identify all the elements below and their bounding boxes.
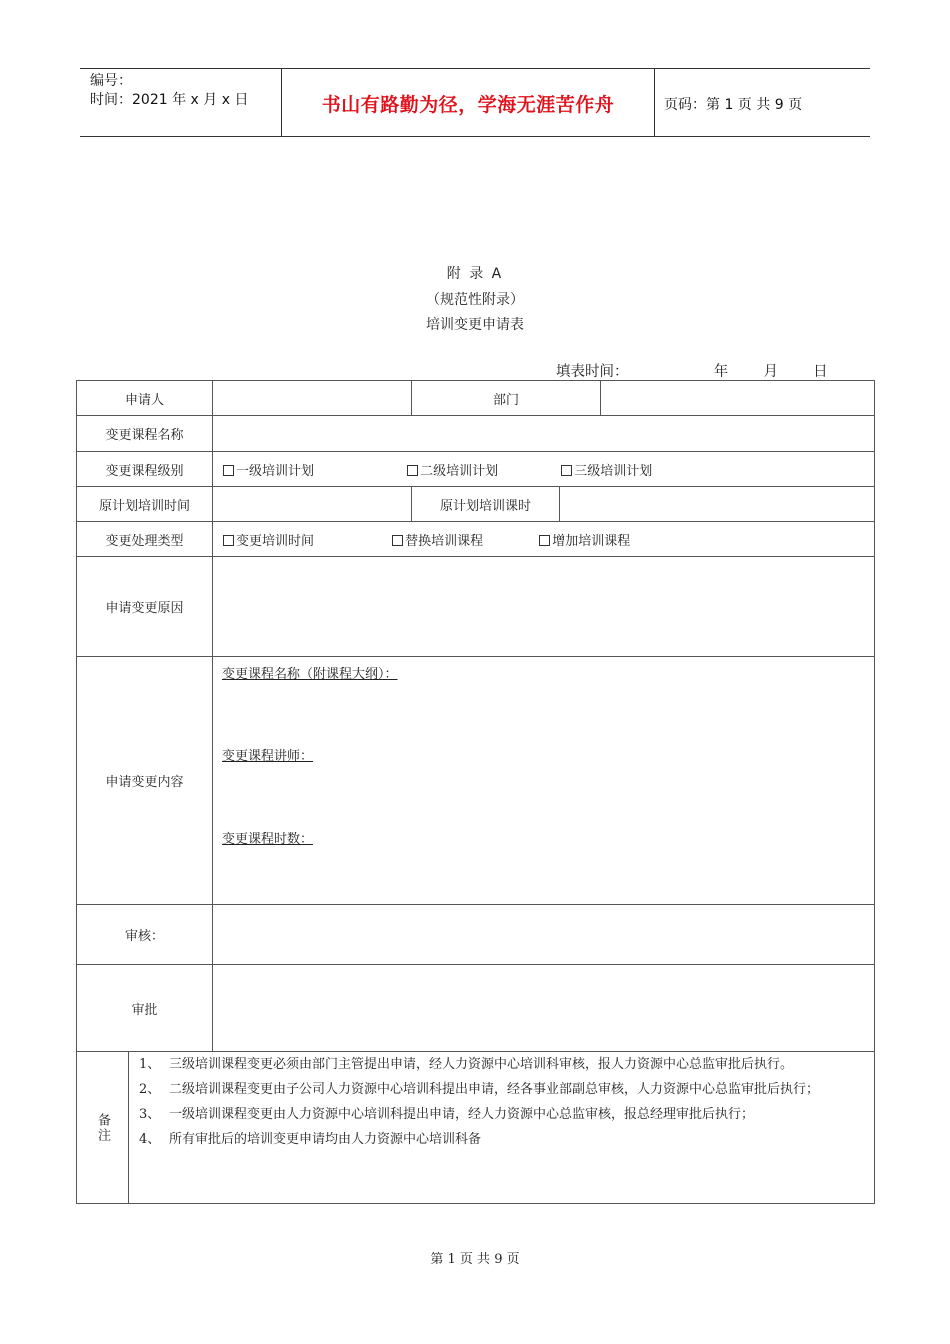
- notes-cell: [77, 1052, 875, 1204]
- fill-time-day: 日: [813, 364, 828, 380]
- appendix-title: 附 录 A: [446, 266, 504, 282]
- checkbox-icon[interactable]: [223, 535, 234, 546]
- content-instructor-prompt: 变更课程讲师：: [222, 749, 314, 764]
- department-label: 部门: [412, 381, 601, 416]
- department-field[interactable]: [601, 381, 875, 416]
- original-hours-field[interactable]: [560, 487, 875, 522]
- change-type-label: 变更处理类型: [77, 522, 213, 557]
- content-course-name-prompt: 变更课程名称（附课程大纲）：: [222, 667, 398, 682]
- header-motto: 书山有路勤为径，学海无涯苦作舟: [321, 94, 615, 116]
- original-time-label: 原计划培训时间: [77, 487, 213, 522]
- document-time-label: 时间：2021 年 x 月 x 日: [90, 92, 249, 108]
- notes-label: 备注: [77, 1052, 129, 1203]
- document-number-label: 编号：: [90, 73, 132, 89]
- change-type-option-2[interactable]: 替换培训课程: [392, 530, 535, 549]
- course-name-label: 变更课程名称: [77, 416, 213, 452]
- training-change-form: [76, 380, 875, 1204]
- content-hours-prompt: 变更课程时数：: [222, 832, 314, 847]
- review-field[interactable]: [213, 905, 875, 965]
- note-item: 3、 一级培训课程变更由人力资源中心培训科提出申请，经人力资源中心总监审核，报总经理审批后执行；: [139, 1107, 755, 1122]
- fill-time-label: 填表时间：: [556, 364, 629, 380]
- page-footer: 第 1 页 共 9 页: [430, 1252, 520, 1267]
- checkbox-icon[interactable]: [407, 465, 418, 476]
- level-option-3[interactable]: 三级培训计划: [561, 460, 652, 479]
- course-name-field[interactable]: [213, 416, 875, 452]
- header-bottom-rule: [80, 136, 870, 137]
- note-item: 1、 三级培训课程变更必须由部门主管提出申请，经人力资源中心培训科审核，报人力资源中心总监审批后执行。: [139, 1057, 794, 1072]
- approve-label: 审批: [77, 965, 213, 1052]
- fill-time-year: 年: [713, 364, 729, 380]
- header-meta: [90, 72, 248, 110]
- applicant-field[interactable]: [213, 381, 412, 416]
- header-page-code: 页码：第 1 页 共 9 页: [664, 97, 803, 113]
- note-item: 2、 二级培训课程变更由子公司人力资源中心培训科提出申请，经各事业部副总审核，人力资源中心总监审批后执行；: [139, 1082, 820, 1097]
- checkbox-icon[interactable]: [539, 535, 550, 546]
- checkbox-icon[interactable]: [561, 465, 572, 476]
- level-option-2[interactable]: 二级培训计划: [407, 460, 557, 479]
- change-type-option-1[interactable]: 变更培训时间: [223, 530, 388, 549]
- change-type-option-3[interactable]: 增加培训课程: [539, 530, 630, 549]
- content-label: 申请变更内容: [77, 657, 213, 905]
- header-top-rule: [80, 68, 870, 69]
- reason-label: 申请变更原因: [77, 557, 213, 657]
- level-option-1[interactable]: 一级培训计划: [223, 460, 403, 479]
- course-level-label: 变更课程级别: [77, 452, 213, 487]
- checkbox-icon[interactable]: [223, 465, 234, 476]
- course-level-options: [213, 452, 875, 487]
- review-label: 审核：: [77, 905, 213, 965]
- notes-list: [129, 1052, 874, 1203]
- fill-time-line: [556, 360, 828, 381]
- header-divider: [654, 68, 655, 136]
- original-hours-label: 原计划培训课时: [412, 487, 560, 522]
- reason-field[interactable]: [213, 557, 875, 657]
- form-title: 培训变更申请表: [426, 317, 524, 333]
- original-time-field[interactable]: [213, 487, 412, 522]
- approve-field[interactable]: [213, 965, 875, 1052]
- checkbox-icon[interactable]: [392, 535, 403, 546]
- fill-time-month: 月: [763, 364, 778, 380]
- normative-subtitle: （规范性附录）: [426, 292, 524, 308]
- applicant-label: 申请人: [77, 381, 213, 416]
- content-field[interactable]: [213, 657, 875, 905]
- note-item: 4、 所有审批后的培训变更申请均由人力资源中心培训科备: [139, 1132, 482, 1147]
- change-type-options: [213, 522, 875, 557]
